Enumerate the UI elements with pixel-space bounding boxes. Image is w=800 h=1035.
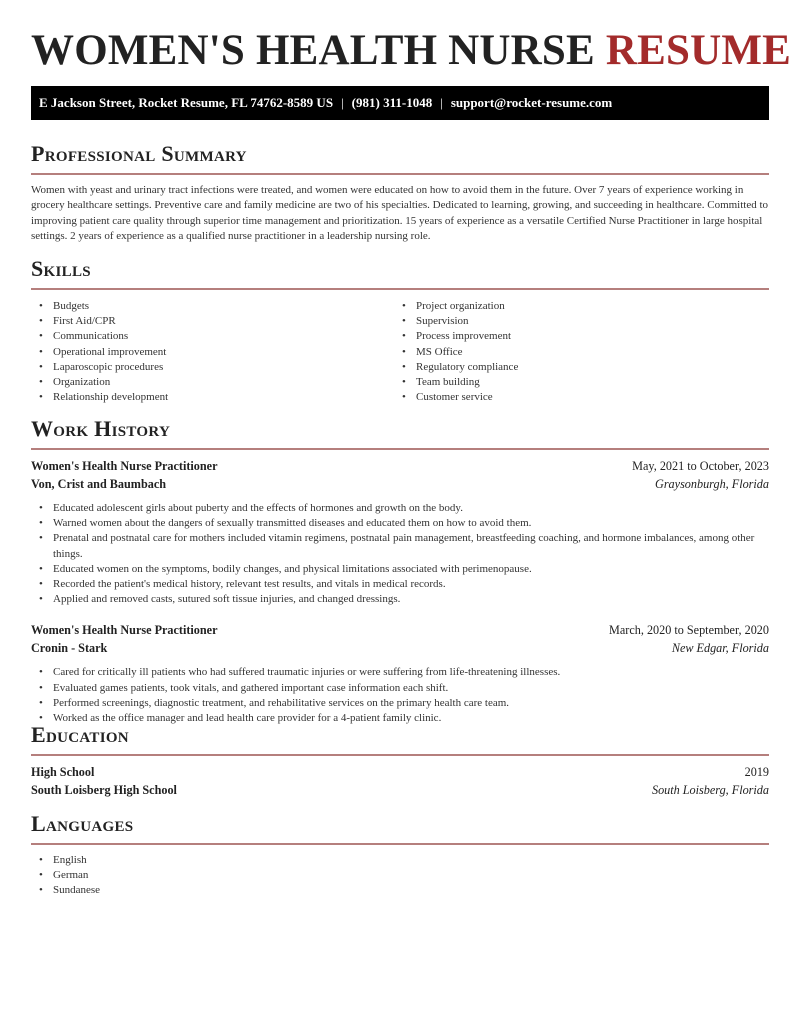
skill-item: • Operational improvement (31, 345, 394, 360)
contact-email: support@rocket-resume.com (450, 95, 613, 110)
work-history-section (31, 416, 769, 726)
contact-separator: | (341, 95, 344, 110)
education-row (31, 764, 769, 782)
skill-item: • Project organization (394, 299, 757, 314)
language-item: • English (31, 853, 769, 868)
section-heading: Work History (31, 416, 171, 441)
skill-item: • Regulatory compliance (394, 360, 757, 375)
job-bullet: • Worked as the office manager and lead health care provider for a 4-patient family clinic. (31, 711, 769, 726)
skill-item: • Relationship development (31, 390, 394, 405)
section-divider (31, 843, 769, 845)
contact-bar (31, 86, 769, 120)
job-bullet: • Cared for critically ill patients who had suffered traumatic injuries or were suffering from life-threatening illnesses. (31, 665, 769, 680)
language-item: • German (31, 868, 769, 883)
education-school: South Loisberg High School (31, 782, 177, 797)
job-bullet: • Applied and removed casts, sutured soft tissue injuries, and changed dressings. (31, 592, 769, 607)
skills-section (31, 256, 769, 405)
section-heading: Languages (31, 811, 134, 836)
section-heading: Professional Summary (31, 141, 247, 166)
job-title: Women's Health Nurse Practitioner (31, 459, 218, 473)
summary-text: Women with yeast and urinary tract infections were treated, and women were educated on how to avoid them in the future. Over 7 years of experience working in grocery healthcare settings. Preventive care and family medicine are two of his specialties. Dedicated to learning, growing, and succeeding in healthcare. Committed to improving patient care quality through superior time management and prioritization. 15 years of experience as a versatile Certified Nurse Practitioner in large hospital settings. 2 years of experience as a qualified nurse practitioner in a leadership nursing role. (31, 184, 769, 242)
job-bullet: • Performed screenings, diagnostic treatment, and rehabilitative services on the primary health care team. (31, 696, 769, 711)
job-row (31, 640, 769, 658)
skill-item: • Customer service (394, 390, 757, 405)
contact-phone: (981) 311-1048 (351, 95, 433, 110)
skill-item: • Communications (31, 329, 394, 344)
title-main: WOMEN'S HEALTH NURSE (31, 27, 595, 74)
job-location: Graysonburgh, Florida (655, 476, 769, 491)
job-entry (31, 622, 769, 726)
job-bullet: • Warned women about the dangers of sexually transmitted diseases and educated them on how to avoid them. (31, 516, 769, 531)
languages-list (31, 853, 769, 899)
education-entry (31, 764, 769, 799)
job-bullets (31, 501, 769, 607)
education-row (31, 782, 769, 800)
skill-item: • Supervision (394, 314, 757, 329)
job-company: Cronin - Stark (31, 640, 108, 655)
section-heading: Skills (31, 256, 91, 281)
title-accent: RESUME (605, 27, 792, 74)
skill-item: • Laparoscopic procedures (31, 360, 394, 375)
job-company: Von, Crist and Baumbach (31, 476, 167, 491)
job-row (31, 622, 769, 640)
skills-columns (31, 299, 769, 405)
job-bullet: • Educated adolescent girls about puberty and the effects of hormones and growth on the body. (31, 501, 769, 516)
job-bullet: • Evaluated games patients, took vitals, and gathered important case information each shift. (31, 681, 769, 696)
job-row (31, 458, 769, 476)
summary-section (31, 141, 769, 244)
section-divider (31, 173, 769, 175)
education-year: 2019 (744, 765, 769, 779)
skill-item: • Organization (31, 375, 394, 390)
job-bullets (31, 665, 769, 726)
job-bullet: • Educated women on the symptoms, bodily changes, and physical limitations associated with perimenopause. (31, 562, 769, 577)
job-entry (31, 458, 769, 607)
skills-list-right (394, 299, 757, 405)
job-dates: May, 2021 to October, 2023 (632, 459, 769, 473)
language-item: • Sundanese (31, 883, 769, 898)
contact-separator: | (440, 95, 443, 110)
education-section (31, 722, 769, 799)
resume-title (31, 26, 791, 76)
education-degree: High School (31, 765, 95, 779)
job-dates: March, 2020 to September, 2020 (609, 623, 769, 638)
job-row (31, 476, 769, 494)
languages-section (31, 811, 769, 899)
contact-address: E Jackson Street, Rocket Resume, FL 74762-8589 US (39, 95, 334, 110)
section-divider (31, 288, 769, 290)
job-bullet: • Recorded the patient's medical history, relevant test results, and vitals in medical records. (31, 577, 769, 592)
skill-item: • MS Office (394, 345, 757, 360)
skills-list-left (31, 299, 394, 405)
skill-item: • Team building (394, 375, 757, 390)
skill-item: • Budgets (31, 299, 394, 314)
job-location: New Edgar, Florida (671, 640, 769, 655)
skill-item: • First Aid/CPR (31, 314, 394, 329)
section-divider (31, 754, 769, 756)
job-bullet: • Prenatal and postnatal care for mothers included vitamin regimens, postnatal pain management, breastfeeding coaching, and hormone imbalances, among other things. (31, 531, 769, 561)
section-divider (31, 448, 769, 450)
education-location: South Loisberg, Florida (651, 782, 769, 797)
skill-item: • Process improvement (394, 329, 757, 344)
job-title: Women's Health Nurse Practitioner (31, 623, 218, 638)
section-heading: Education (31, 722, 129, 747)
